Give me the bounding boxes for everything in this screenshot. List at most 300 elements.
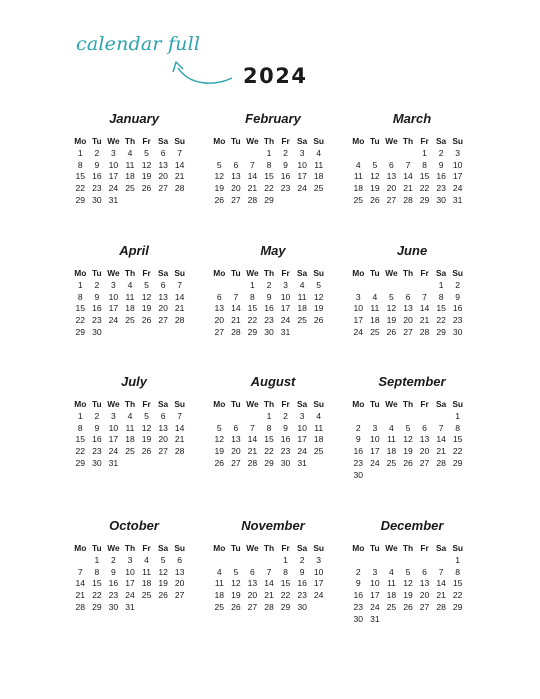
day-cell: 15 — [264, 434, 274, 445]
month-april — [72, 242, 196, 339]
week-row — [211, 280, 327, 292]
empty-cell — [400, 148, 417, 160]
day-cell: 25 — [386, 601, 397, 612]
week-row — [350, 602, 466, 614]
day-cell: 12 — [141, 422, 152, 433]
day-cell: 6 — [160, 279, 166, 290]
day-cell: 3 — [355, 291, 361, 302]
weekday-header-row — [211, 268, 327, 280]
day-cell: 7 — [405, 159, 411, 170]
day-cell: 7 — [250, 422, 255, 433]
week-row — [350, 434, 466, 446]
day-cell: 28 — [247, 194, 258, 205]
day-cell: 14 — [247, 434, 258, 445]
week-row — [211, 411, 327, 423]
weekday-label: Sa — [296, 268, 308, 278]
day-cell: 8 — [77, 422, 83, 433]
weekday-label: We — [246, 543, 259, 553]
month-table — [72, 543, 188, 614]
empty-cell — [122, 458, 139, 470]
weekday-label: Fr — [420, 543, 429, 553]
day-cell: 9 — [438, 159, 444, 170]
day-cell: 22 — [75, 315, 86, 326]
day-cell: 24 — [297, 183, 307, 194]
weekday-header-row — [350, 399, 466, 411]
day-cell: 20 — [386, 183, 397, 194]
day-cell: 25 — [214, 601, 225, 612]
day-cell: 31 — [108, 457, 119, 468]
day-cell: 7 — [422, 291, 427, 302]
week-row — [350, 315, 466, 327]
day-cell: 21 — [247, 183, 258, 194]
empty-cell — [310, 195, 327, 207]
day-cell: 23 — [452, 315, 463, 326]
day-cell: 25 — [125, 446, 135, 457]
month-title: October — [109, 518, 159, 533]
day-cell: 15 — [436, 303, 446, 314]
day-cell: 30 — [436, 194, 446, 205]
weekday-label: Th — [263, 136, 275, 146]
empty-cell — [383, 280, 400, 292]
day-cell: 10 — [313, 566, 324, 577]
day-cell: 29 — [92, 601, 102, 612]
day-cell: 19 — [141, 303, 152, 314]
weekday-label: Fr — [281, 399, 290, 409]
day-cell: 12 — [313, 291, 324, 302]
empty-cell — [383, 555, 400, 567]
day-cell: 16 — [92, 434, 102, 445]
day-cell: 16 — [280, 434, 291, 445]
day-cell: 12 — [403, 434, 413, 445]
day-cell: 2 — [94, 279, 100, 290]
day-cell: 15 — [92, 578, 102, 589]
day-cell: 14 — [174, 159, 185, 170]
day-cell: 31 — [452, 194, 463, 205]
day-cell: 18 — [125, 303, 135, 314]
month-october — [72, 517, 196, 614]
day-cell: 8 — [422, 159, 427, 170]
day-cell: 20 — [403, 315, 413, 326]
day-cell: 21 — [419, 315, 430, 326]
day-cell: 26 — [141, 446, 152, 457]
day-cell: 5 — [160, 554, 166, 565]
weekday-label: Fr — [142, 399, 151, 409]
week-row — [72, 183, 188, 195]
day-cell: 12 — [158, 566, 168, 577]
weekday-label: Mo — [74, 136, 87, 146]
week-row — [72, 434, 188, 446]
weekday-label: Tu — [92, 543, 102, 553]
week-row — [72, 171, 188, 183]
month-table — [211, 268, 327, 339]
day-cell: 24 — [370, 457, 380, 468]
weekday-label: Mo — [213, 543, 226, 553]
day-cell: 14 — [403, 171, 413, 182]
month-table — [72, 136, 188, 207]
day-cell: 20 — [158, 171, 168, 182]
empty-cell — [211, 280, 228, 292]
week-row — [211, 602, 327, 614]
day-cell: 24 — [297, 446, 307, 457]
week-row — [72, 411, 188, 423]
weekday-label: Th — [402, 399, 414, 409]
day-cell: 27 — [231, 194, 241, 205]
day-cell: 19 — [141, 171, 152, 182]
week-row — [211, 446, 327, 458]
day-cell: 22 — [247, 315, 258, 326]
day-cell: 13 — [386, 171, 397, 182]
day-cell: 26 — [214, 457, 225, 468]
weekday-label: Mo — [74, 399, 87, 409]
day-cell: 5 — [316, 279, 322, 290]
weekday-label: Su — [313, 543, 325, 553]
weekday-label: Mo — [352, 136, 365, 146]
day-cell: 7 — [177, 279, 183, 290]
weekday-label: Sa — [296, 136, 308, 146]
day-cell: 12 — [141, 291, 152, 302]
week-row — [211, 315, 327, 327]
day-cell: 13 — [174, 566, 185, 577]
weekday-label: Fr — [281, 136, 290, 146]
day-cell: 26 — [386, 326, 397, 337]
day-cell: 8 — [455, 566, 461, 577]
day-cell: 2 — [355, 566, 361, 577]
day-cell: 1 — [77, 279, 83, 290]
weekday-header-row — [350, 543, 466, 555]
day-cell: 15 — [264, 171, 274, 182]
weekday-header-row — [72, 543, 188, 555]
day-cell: 23 — [264, 315, 274, 326]
month-title: July — [120, 374, 147, 389]
week-row — [72, 578, 188, 590]
day-cell: 27 — [158, 315, 168, 326]
day-cell: 21 — [174, 434, 185, 445]
day-cell: 27 — [386, 194, 397, 205]
weekday-label: Tu — [92, 136, 102, 146]
weekday-label: Fr — [142, 543, 151, 553]
day-cell: 11 — [125, 159, 135, 170]
weekday-label: Mo — [213, 399, 226, 409]
weekday-label: Su — [452, 268, 464, 278]
empty-cell — [367, 411, 384, 423]
weekday-label: We — [246, 399, 259, 409]
weekday-label: Fr — [281, 543, 290, 553]
day-cell: 4 — [389, 566, 394, 577]
day-cell: 27 — [231, 457, 241, 468]
weekday-label: Tu — [231, 136, 241, 146]
week-row — [72, 148, 188, 160]
empty-cell — [367, 280, 384, 292]
weekday-label: We — [385, 268, 398, 278]
week-row — [211, 434, 327, 446]
empty-cell — [105, 327, 122, 339]
day-cell: 5 — [216, 159, 222, 170]
day-cell: 12 — [214, 171, 225, 182]
month-table — [350, 543, 466, 626]
day-cell: 4 — [127, 410, 133, 421]
day-cell: 14 — [264, 578, 274, 589]
weekday-label: Th — [124, 543, 136, 553]
month-title: March — [392, 111, 432, 126]
day-cell: 26 — [231, 601, 241, 612]
day-cell: 19 — [403, 446, 413, 457]
weekday-label: We — [385, 543, 398, 553]
week-row — [350, 555, 466, 567]
day-cell: 23 — [280, 446, 291, 457]
day-cell: 1 — [266, 147, 272, 158]
week-row — [72, 555, 188, 567]
day-cell: 7 — [177, 147, 183, 158]
day-cell: 15 — [75, 303, 86, 314]
week-row — [72, 280, 188, 292]
weekday-label: Th — [124, 268, 136, 278]
day-cell: 18 — [297, 303, 307, 314]
weekday-label: Sa — [157, 268, 169, 278]
week-row — [72, 303, 188, 315]
day-cell: 13 — [419, 434, 430, 445]
weekday-label: Mo — [74, 268, 87, 278]
day-cell: 6 — [160, 147, 166, 158]
day-cell: 15 — [247, 303, 258, 314]
day-cell: 10 — [125, 566, 135, 577]
day-cell: 2 — [111, 554, 116, 565]
day-cell: 13 — [231, 434, 241, 445]
day-cell: 4 — [372, 291, 378, 302]
day-cell: 29 — [247, 326, 258, 337]
week-row — [350, 148, 466, 160]
day-cell: 12 — [214, 434, 225, 445]
week-row — [350, 292, 466, 304]
day-cell: 26 — [141, 183, 152, 194]
day-cell: 21 — [436, 446, 446, 457]
week-row — [211, 423, 327, 435]
day-cell: 18 — [313, 171, 324, 182]
day-cell: 6 — [250, 566, 255, 577]
day-cell: 29 — [452, 457, 463, 468]
weekday-label: Su — [174, 399, 186, 409]
week-row — [211, 292, 327, 304]
day-cell: 8 — [438, 291, 444, 302]
day-cell: 9 — [299, 566, 305, 577]
day-cell: 14 — [174, 291, 185, 302]
empty-cell — [228, 148, 245, 160]
day-cell: 24 — [370, 601, 380, 612]
weekday-label: Fr — [142, 268, 151, 278]
day-cell: 9 — [355, 434, 361, 445]
weekday-label: Th — [402, 268, 414, 278]
week-row — [72, 567, 188, 579]
day-cell: 22 — [264, 446, 274, 457]
weekday-label: Tu — [92, 399, 102, 409]
empty-cell — [244, 411, 261, 423]
day-cell: 26 — [403, 457, 413, 468]
week-row — [350, 567, 466, 579]
day-cell: 5 — [144, 147, 149, 158]
day-cell: 14 — [436, 434, 446, 445]
day-cell: 26 — [403, 601, 413, 612]
weekday-label: Fr — [420, 268, 429, 278]
month-title: June — [396, 243, 428, 258]
day-cell: 28 — [403, 194, 413, 205]
empty-cell — [310, 602, 327, 614]
weekday-label: Th — [402, 543, 414, 553]
month-table — [72, 268, 188, 339]
day-cell: 2 — [94, 147, 100, 158]
empty-cell — [171, 602, 188, 614]
day-cell: 10 — [297, 159, 307, 170]
day-cell: 29 — [75, 194, 86, 205]
day-cell: 13 — [231, 171, 241, 182]
week-row — [350, 160, 466, 172]
week-row — [211, 567, 327, 579]
day-cell: 24 — [452, 183, 463, 194]
day-cell: 5 — [372, 159, 378, 170]
empty-cell — [261, 555, 278, 567]
day-cell: 21 — [436, 590, 446, 601]
empty-cell — [367, 555, 384, 567]
day-cell: 28 — [75, 601, 86, 612]
day-cell: 2 — [355, 422, 361, 433]
day-cell: 18 — [125, 171, 135, 182]
day-cell: 11 — [314, 159, 324, 170]
day-cell: 8 — [283, 566, 288, 577]
month-title: September — [378, 374, 446, 389]
day-cell: 16 — [452, 303, 463, 314]
day-cell: 5 — [405, 566, 411, 577]
month-table — [211, 399, 327, 470]
empty-cell — [211, 148, 228, 160]
week-row — [211, 183, 327, 195]
day-cell: 22 — [419, 183, 430, 194]
day-cell: 14 — [174, 422, 185, 433]
day-cell: 6 — [233, 159, 239, 170]
day-cell: 27 — [247, 601, 258, 612]
empty-cell — [138, 602, 155, 614]
day-cell: 3 — [372, 422, 378, 433]
empty-cell — [155, 195, 172, 207]
week-row — [350, 171, 466, 183]
day-cell: 10 — [297, 422, 307, 433]
week-row — [72, 327, 188, 339]
day-cell: 6 — [216, 291, 222, 302]
weekday-header-row — [211, 136, 327, 148]
day-cell: 17 — [313, 578, 324, 589]
day-cell: 17 — [370, 446, 380, 457]
day-cell: 22 — [264, 183, 274, 194]
day-cell: 3 — [299, 147, 305, 158]
week-row — [72, 160, 188, 172]
day-cell: 7 — [438, 566, 444, 577]
day-cell: 25 — [313, 183, 324, 194]
month-august — [211, 373, 335, 470]
empty-cell — [155, 458, 172, 470]
empty-cell — [350, 555, 367, 567]
day-cell: 10 — [108, 422, 119, 433]
weekday-label: We — [107, 268, 120, 278]
week-row — [72, 423, 188, 435]
day-cell: 29 — [75, 457, 86, 468]
empty-cell — [72, 555, 89, 567]
day-cell: 30 — [264, 326, 274, 337]
weekday-label: Th — [263, 399, 275, 409]
week-row — [211, 171, 327, 183]
day-cell: 30 — [297, 601, 307, 612]
weekday-label: We — [107, 399, 120, 409]
empty-cell — [367, 470, 384, 482]
day-cell: 28 — [264, 601, 274, 612]
weekday-label: Fr — [420, 399, 429, 409]
day-cell: 10 — [108, 159, 119, 170]
weekday-label: Sa — [435, 399, 447, 409]
empty-cell — [383, 614, 400, 626]
day-cell: 11 — [386, 434, 396, 445]
day-cell: 21 — [75, 590, 86, 601]
day-cell: 23 — [92, 315, 102, 326]
day-cell: 27 — [158, 183, 168, 194]
empty-cell — [244, 148, 261, 160]
day-cell: 3 — [111, 147, 116, 158]
weekday-label: Mo — [352, 268, 365, 278]
day-cell: 7 — [77, 566, 83, 577]
weekday-label: Th — [263, 268, 275, 278]
day-cell: 1 — [250, 279, 255, 290]
day-cell: 14 — [231, 303, 241, 314]
day-cell: 9 — [283, 159, 288, 170]
week-row — [350, 578, 466, 590]
brand-logo: calendar full — [76, 33, 201, 55]
day-cell: 16 — [92, 303, 102, 314]
weekday-label: Tu — [370, 268, 380, 278]
day-cell: 22 — [452, 446, 463, 457]
weekday-label: Tu — [370, 399, 380, 409]
day-cell: 25 — [297, 315, 307, 326]
day-cell: 1 — [455, 554, 461, 565]
day-cell: 11 — [386, 578, 396, 589]
empty-cell — [122, 327, 139, 339]
empty-cell — [138, 327, 155, 339]
empty-cell — [416, 470, 433, 482]
day-cell: 11 — [125, 422, 135, 433]
day-cell: 14 — [247, 171, 258, 182]
day-cell: 27 — [214, 326, 225, 337]
day-cell: 24 — [125, 590, 135, 601]
day-cell: 25 — [353, 194, 364, 205]
day-cell: 22 — [92, 590, 102, 601]
day-cell: 13 — [158, 291, 168, 302]
day-cell: 12 — [370, 171, 380, 182]
empty-cell — [277, 195, 294, 207]
empty-cell — [228, 411, 245, 423]
month-september — [350, 373, 474, 482]
day-cell: 6 — [389, 159, 394, 170]
weekday-label: We — [385, 136, 398, 146]
day-cell: 9 — [355, 578, 361, 589]
weekday-header-row — [72, 399, 188, 411]
day-cell: 9 — [266, 291, 272, 302]
week-row — [211, 195, 327, 207]
weekday-header-row — [72, 136, 188, 148]
day-cell: 15 — [75, 434, 86, 445]
month-title: December — [380, 518, 444, 533]
week-row — [350, 280, 466, 292]
weekday-label: Fr — [420, 136, 429, 146]
day-cell: 30 — [92, 194, 102, 205]
day-cell: 2 — [283, 147, 288, 158]
day-cell: 24 — [280, 315, 291, 326]
empty-cell — [449, 614, 466, 626]
weekday-label: Tu — [370, 136, 380, 146]
month-title: November — [241, 518, 305, 533]
